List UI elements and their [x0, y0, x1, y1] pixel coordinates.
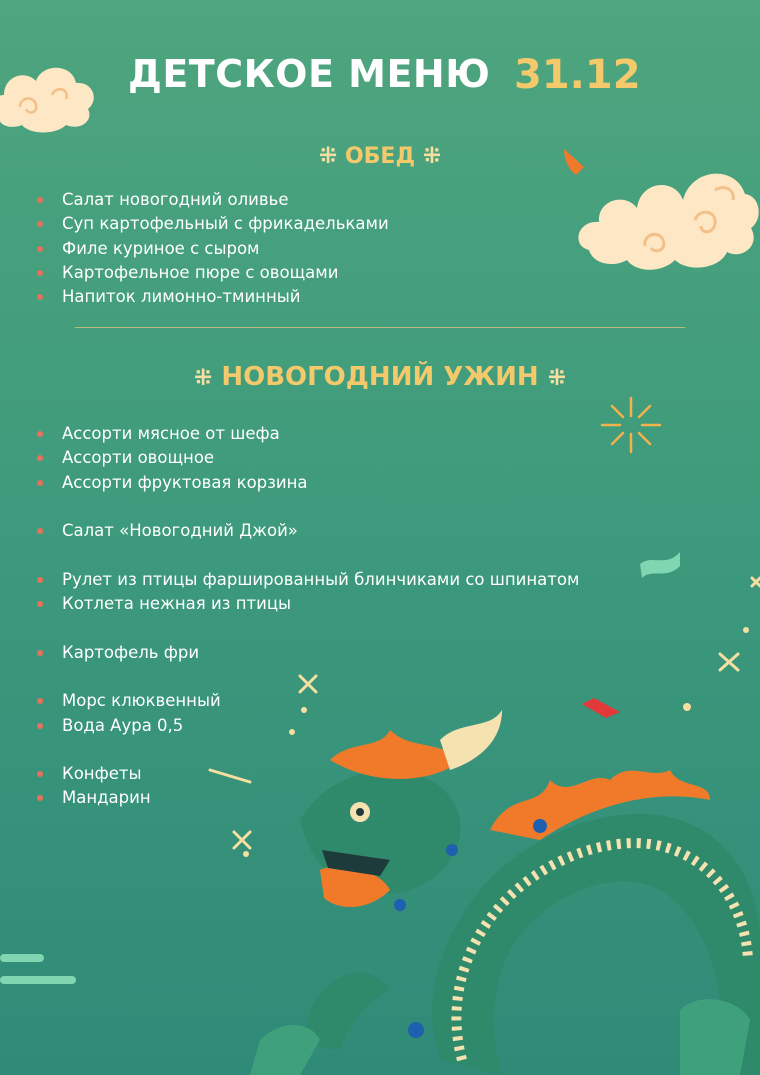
- firework-icon: [600, 396, 662, 454]
- sparkle-icon: ⁜: [193, 366, 213, 391]
- lunch-list: [36, 188, 389, 309]
- list-item: Филе куриное с сыром: [36, 237, 389, 261]
- list-item: Картофельное пюре с овощами: [36, 261, 389, 285]
- dinner-heading-text: НОВОГОДНИЙ УЖИН: [221, 362, 539, 392]
- sparkle-icon: [712, 572, 760, 682]
- list-item: Суп картофельный с фрикадельками: [36, 212, 389, 236]
- list-item: Рулет из птицы фаршированный блинчиками со шпинатом: [36, 568, 579, 592]
- cloud-icon: [0, 55, 100, 135]
- list-item: Салат новогодний оливье: [36, 188, 389, 212]
- list-item: Ассорти овощное: [36, 446, 579, 470]
- list-item: Картофель фри: [36, 641, 579, 665]
- sparkle-icon: ⁜: [422, 144, 442, 169]
- cloud-icon: [575, 150, 760, 280]
- lunch-heading: [0, 144, 760, 169]
- dinner-heading: [0, 362, 760, 392]
- sparkle-icon: [0, 950, 80, 990]
- menu-date: 31.12: [514, 52, 641, 98]
- sparkle-icon: ⁜: [547, 366, 567, 391]
- page-title: ДЕТСКОЕ МЕНЮ: [128, 52, 491, 96]
- list-item: Мандарин: [36, 786, 579, 810]
- section-divider: [75, 327, 685, 328]
- lunch-heading-text: ОБЕД: [344, 144, 416, 169]
- list-item: Котлета нежная из птицы: [36, 592, 579, 616]
- list-item: Морс клюквенный: [36, 689, 579, 713]
- sparkle-icon: ⁜: [318, 144, 338, 169]
- confetti-icon: [638, 550, 683, 580]
- list-item: Ассорти мясное от шефа: [36, 422, 579, 446]
- dinner-list: [36, 422, 579, 811]
- list-item: Вода Аура 0,5: [36, 714, 579, 738]
- list-item: Салат «Новогодний Джой»: [36, 519, 579, 543]
- list-item: Ассорти фруктовая корзина: [36, 471, 579, 495]
- list-item: Конфеты: [36, 762, 579, 786]
- list-item: Напиток лимонно-тминный: [36, 285, 389, 309]
